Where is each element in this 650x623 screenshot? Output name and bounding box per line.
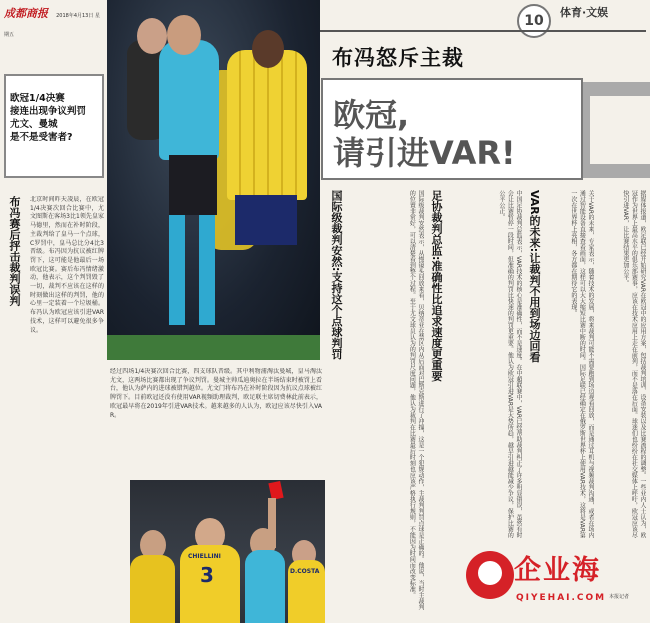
headline-frame-gap bbox=[590, 96, 650, 164]
summary-line: 尤文、曼城 bbox=[10, 119, 58, 130]
headline-box bbox=[321, 78, 583, 180]
player-figure bbox=[288, 560, 325, 623]
mid-column-text: 国际级裁判安然表示，从慢镜头回放来看，贝纳蒂亚在禁区内从后面对巴斯克斯进行了冲撞，这是一个犯规动作，主裁判判罚点球是正确的。他说，当时主裁判的位置非常好，可以清楚看到整个过程。至于尤文球员认为的判罚尺度问题，他认为裁判在比赛最后时刻也应该严格执行规则，不能因为时间而改变标准。 bbox=[408, 190, 424, 610]
player-figure bbox=[180, 545, 240, 623]
referee-head bbox=[167, 15, 201, 55]
watermark-url: QIYEHAI.COM bbox=[516, 593, 607, 603]
left-summary-box bbox=[4, 74, 104, 178]
left-column-text: 北京时间昨天凌晨，在欧冠1/4决赛次回合比赛中，尤文图斯在客场3比1领先皇家马德里，然而在补时阶段，主裁判给了皇马一个点球，C罗罚中，皇马总比分4比3晋级。布冯因为抗议被红牌罚下，这可能是他最后一场欧冠比赛。赛后布冯情绪激动，他表示，这个判罚毁了一切，裁判不应该在这样的时刻做出这样的判罚，他的心里一定装着一个垃圾桶。布冯认为欧冠应该引进VAR技术，这样可以避免很多争议。 bbox=[30, 196, 104, 334]
referee-figure bbox=[159, 40, 219, 160]
masthead bbox=[4, 2, 104, 38]
referee-shorts bbox=[169, 155, 217, 215]
watermark-logo-inner bbox=[478, 561, 502, 585]
issue-date: 2018年4月13日 星期五 bbox=[4, 13, 100, 38]
referee-figure bbox=[245, 550, 285, 623]
referee-leg bbox=[199, 215, 215, 325]
jersey-name: CHIELLINI bbox=[188, 553, 221, 560]
pitch-grass bbox=[107, 335, 320, 360]
watermark-text: 企业海 bbox=[514, 555, 601, 586]
headline-line-1: 欧冠, bbox=[333, 96, 410, 134]
player-figure bbox=[130, 555, 175, 623]
mid-column-heading: 国际级裁判安然:支持这个点球判罚 bbox=[330, 190, 343, 360]
red-card-photo bbox=[130, 480, 325, 623]
section-label: 体育·文娱 bbox=[560, 6, 609, 19]
jersey-number: 14 bbox=[277, 195, 297, 211]
newspaper-name: 成都商报 bbox=[4, 7, 48, 20]
summary-line: 接连出现争议判罚 bbox=[10, 106, 87, 117]
mid2-column-text: 中国足协裁判总监表示，VAR技术的核心是准确性，而不是速度。在中超联赛中，VAR已经帮助裁判纠正了许多明显错误，虽然有时会让比赛暂停一段时间，但准确的判罚比快速的判罚更重要。他认为欧冠引进VAR是大势所趋，越早引进越能减少争议，保护比赛的公平公正。 bbox=[497, 190, 522, 538]
referee-leg bbox=[169, 215, 185, 325]
jersey-number: 3 bbox=[200, 563, 214, 587]
credit-text: 本报记者 bbox=[609, 594, 630, 600]
subheadline: 布冯怒斥主裁 bbox=[332, 46, 464, 70]
right2-column-text: 据媒体报道，欧足联已经开始研究VAR在欧冠中的应用方案，包括裁判培训、设备安装以及比赛流程的调整。一些业内人士认为，欧冠作为世界上最高水平的俱乐部赛事，应该在技术应用上走在前列，而不是落在后面。球迷们也纷纷在社交媒体上呼吁，欧冠应该尽快引进VAR，让比赛结果更加公平。 bbox=[621, 190, 646, 538]
player-head bbox=[252, 30, 284, 68]
summary-line: 是不是受害者? bbox=[10, 132, 73, 143]
main-photo bbox=[107, 0, 320, 360]
right-column-text: 关于VAR的未来，专家表示，随着技术的发展，将来裁判可能不需要跑到场边观看回放，而是通过耳机与视频裁判沟通，或者在场内通过智能设备直接查看画面，这样可以大大缩短比赛中断的时间。国际足联已经确定在俄罗斯世界杯上使用VAR技术，这将是VAR第一次在世界杯上亮相，各方都在期待它的表现。 bbox=[569, 190, 594, 538]
jersey-name: D.COSTA bbox=[290, 568, 320, 575]
page-number: 10 bbox=[517, 4, 551, 38]
right-column-heading: VAR的未来:让裁判不用到场边回看 bbox=[528, 190, 541, 363]
headline-line-2: 请引进VAR! bbox=[333, 134, 516, 172]
left-column-heading: 布冯赛后抨击裁判误判 bbox=[8, 196, 21, 306]
header-rule bbox=[320, 30, 646, 32]
player-figure bbox=[227, 50, 307, 200]
center-column-text: 经过四场1/4决赛次回合比赛，四支球队晋级。其中利物浦淘汰曼城，皇马淘汰尤文，这两场比赛都出现了争议判罚。曼城主帅瓜迪奥拉在半场结束时被罚上看台，他认为萨内的进球被错判越位。尤文门将布冯在补时阶段因为抗议点球被红牌罚下。目前欧冠还没有使用VAR视频助理裁判，欧足联主席切费林此前表示，欧冠最早将在2019年引进VAR技术。越来越多的人认为，欧冠应该尽快引入VAR。 bbox=[110, 368, 322, 419]
summary-line: 欧冠1/4决赛 bbox=[10, 93, 65, 104]
mid2-column-heading: 足协裁判总监:准确性比追求速度更重要 bbox=[430, 190, 443, 382]
